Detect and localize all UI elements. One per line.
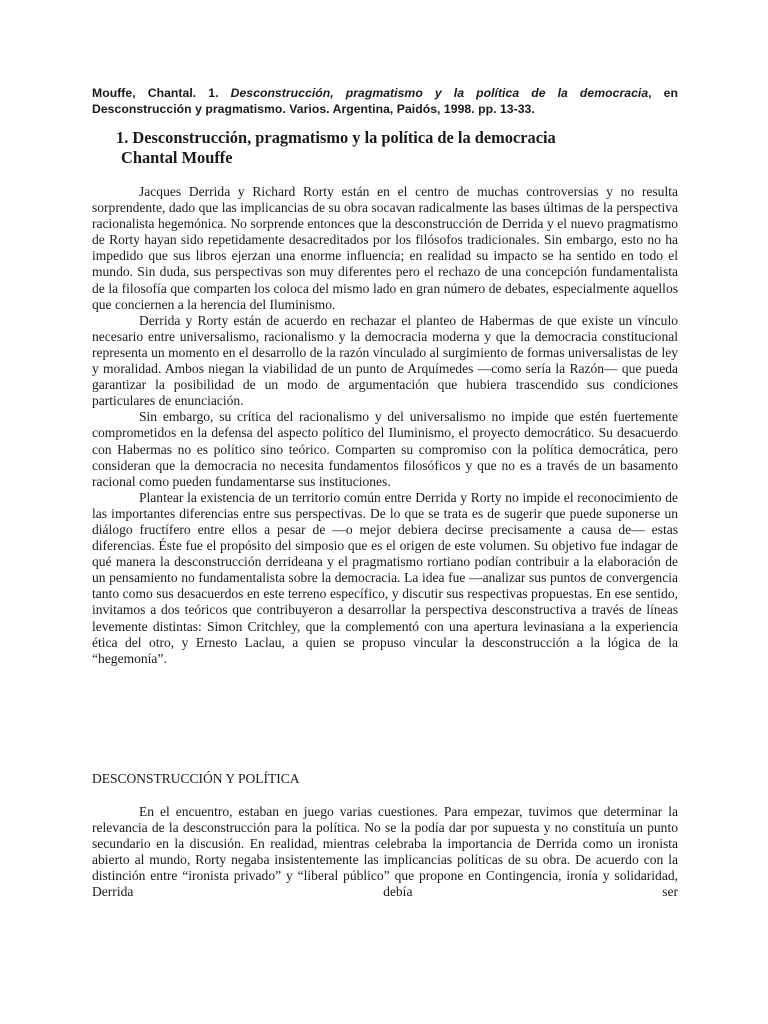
section-heading: DESCONSTRUCCIÓN Y POLÍTICA — [92, 771, 300, 786]
paragraph: Jacques Derrida y Richard Rorty están en el centro de muchas controversias y no resulta sorprendente, dado que las implicancias de su obra socavan radicalmente las bases últimas de la perspectiva racionalista hegemónica. No sorprende entonces que la desconstrucción de Derrida y el nuevo pragmatismo de Rorty hayan sido repetidamente desacreditados por los filósofos tradicionales. Sin embargo, esto no ha impedido que sus libros ejerzan una enorme influencia; en realidad su impacto se ha sentido en todo el mundo. Sin duda, sus perspectivas son muy diferentes pero el rechazo de una concepción fundamentalista de la filosofía que comparten los coloca del mismo lado en gran número de debates, especialmente aquellos que conciernen a la herencia del Iluminismo. — [92, 184, 678, 312]
paragraph: Plantear la existencia de un territorio común entre Derrida y Rorty no impide el reconocimiento de las importantes diferencias entre sus perspectivas. De lo que se trata es de sugerir que puede suponerse un diálogo fructífero entre ellos a pesar de —o mejor debiera decirse precisamente a causa de— estas diferencias. Éste fue el propósito del simposio que es el origen de este volumen. Su objetivo fue indagar de qué manera la desconstrucción derrideana y el pragmatismo rortiano podían contribuir a la elaboración de un pensamiento no fundamentalista sobre la democracia. La idea fue —analizar sus puntos de convergencia tanto como sus desacuerdos en este terreno específico, y discutir sus respectivas propuestas. En ese sentido, invitamos a dos teóricos que contribuyeron a desarrollar la perspectiva desconstructiva a través de líneas levemente distintas: Simon Critchley, que la complementó con una apertura levinasiana a la experiencia ética del otro, y Ernesto Laclau, a quien se propuso vincular la desconstrucción a la lógica de la “hegemonía”. — [92, 489, 678, 666]
bibliographic-citation — [92, 85, 678, 117]
citation-source: , en Desconstrucción y pragmatismo. Varios. Argentina, Paidós, 1998. pp. 13-33. — [92, 86, 678, 116]
chapter-title: 1. Desconstrucción, pragmatismo y la política de la democracia — [116, 128, 556, 147]
citation-author: Mouffe, Chantal. 1. — [92, 86, 231, 100]
citation-title: Desconstrucción, pragmatismo y la política de la democracia — [230, 86, 649, 100]
chapter-heading — [116, 128, 676, 168]
body-text — [92, 184, 678, 667]
paragraph: Sin embargo, su crítica del racionalismo y del universalismo no impide que estén fuertemente comprometidos en la defensa del aspecto político del Iluminismo, el proyecto democrático. Su desacuerdo con Habermas no es político sino teórico. Comparten su compromiso con la política democrática, pero consideran que la democracia no necesita fundamentos filosóficos y que no es a través de un basamento racional como pueden fundamentarse sus instituciones. — [92, 409, 678, 489]
chapter-author: Chantal Mouffe — [121, 148, 233, 167]
section-body-text — [92, 804, 678, 901]
paragraph: Derrida y Rorty están de acuerdo en rechazar el planteo de Habermas de que existe un vínculo necesario entre universalismo, racionalismo y la democracia moderna y que la democracia constitucional representa un momento en el desarrollo de la razón vinculado al surgimiento de formas universalistas de ley y moralidad. Ambos niegan la viabilidad de un punto de Arquímedes —como sería la Razón— que pueda garantizar la posibilidad de un modo de argumentación que hubiera trascendido sus condiciones particulares de enunciación. — [92, 312, 678, 409]
paragraph: En el encuentro, estaban en juego varias cuestiones. Para empezar, tuvimos que determinar la relevancia de la desconstrucción para la política. No se la podía dar por supuesta y no constituía un punto secundario en la discusión. En realidad, mientras celebraba la importancia de Derrida como un ironista abierto al mundo, Rorty negaba insistentemente las implicancias políticas de su obra. De acuerdo con la distinción entre “ironista privado” y “liberal público” que propone en Contingencia, ironía y solidaridad, Derrida debía ser — [92, 804, 678, 900]
